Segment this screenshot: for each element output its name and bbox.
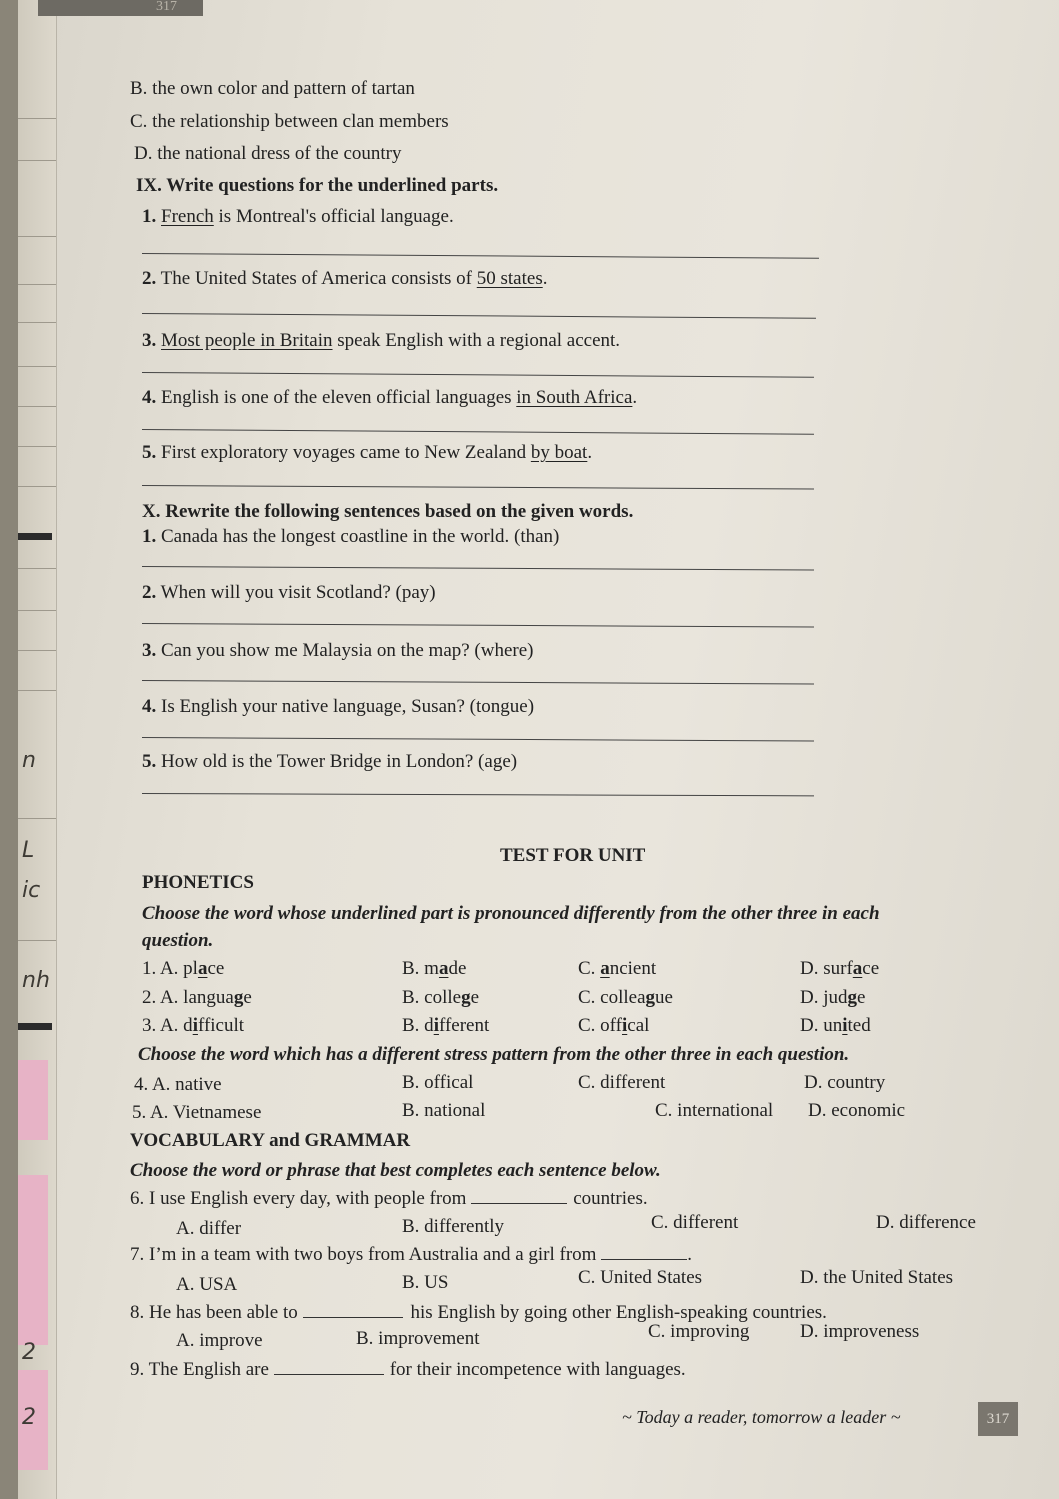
- pron-q1-d: D. surface: [800, 958, 880, 979]
- answer-line: [142, 485, 814, 490]
- x-question-5: 5. How old is the Tower Bridge in London? (age): [142, 751, 518, 772]
- answer-line: [142, 680, 814, 685]
- vocab-instruction: Choose the word or phrase that best completes each sentence below.: [130, 1160, 661, 1181]
- x-question-3: 3. Can you show me Malaysia on the map? (where): [142, 640, 534, 661]
- pron-q3-c: C. offical: [578, 1015, 650, 1036]
- footer-motto: ~ Today a reader, tomorrow a leader ~: [622, 1407, 901, 1427]
- pron-q1-b: B. made: [402, 958, 467, 979]
- ix-question-1: 1. French is Montreal's official language.: [142, 206, 454, 227]
- pron-q2-b: B. college: [402, 987, 480, 1008]
- pron-q1-c: C. ancient: [578, 958, 657, 979]
- footer-page-number: 317: [978, 1402, 1018, 1436]
- phonetics-instruction-line2: question.: [142, 930, 214, 951]
- ix-question-5: 5. First exploratory voyages came to New Zealand by boat.: [142, 442, 593, 463]
- q8-d: D. improveness: [800, 1321, 920, 1342]
- x-question-2: 2. When will you visit Scotland? (pay): [142, 582, 436, 603]
- pron-q2-a: 2. A. language: [142, 987, 252, 1008]
- answer-line: [142, 253, 819, 259]
- pron-q2-c: C. colleague: [578, 987, 673, 1008]
- q7-c: C. United States: [578, 1267, 703, 1288]
- worksheet-page: [18, 0, 1059, 1499]
- q9-stem: 9. The English are for their incompetence with languages.: [130, 1359, 686, 1380]
- blank: [601, 1259, 687, 1260]
- stress-q4-a: 4. A. native: [134, 1074, 222, 1095]
- section-x-heading: X. Rewrite the following sentences based on the given words.: [142, 501, 634, 522]
- blank: [274, 1374, 384, 1375]
- ix-question-3: 3. Most people in Britain speak English with a regional accent.: [142, 330, 621, 351]
- answer-line: [142, 313, 816, 319]
- q6-a: A. differ: [176, 1218, 242, 1239]
- stress-q5-c: C. international: [655, 1100, 774, 1121]
- answer-line: [142, 566, 814, 571]
- q8-stem: 8. He has been able to his English by going other English-speaking countries.: [130, 1302, 827, 1323]
- stress-q4-c: C. different: [578, 1072, 666, 1093]
- option-c-relationship: C. the relationship between clan members: [130, 111, 449, 132]
- underlined-part: Most people in Britain: [161, 330, 333, 351]
- vocab-heading: VOCABULARY and GRAMMAR: [130, 1130, 411, 1151]
- pron-q3-b: B. different: [402, 1015, 490, 1036]
- option-b-tartan: B. the own color and pattern of tartan: [130, 78, 415, 99]
- q8-b: B. improvement: [356, 1328, 480, 1349]
- q8-c: C. improving: [648, 1321, 750, 1342]
- pron-q1-a: 1. A. place: [142, 958, 225, 979]
- pron-q3-d: D. united: [800, 1015, 871, 1036]
- answer-line: [142, 793, 814, 796]
- blank: [303, 1317, 403, 1318]
- q7-b: B. US: [402, 1272, 449, 1293]
- underlined-part: 50 states: [476, 268, 543, 289]
- pron-q3-a: 3. A. difficult: [142, 1015, 245, 1036]
- top-page-tab: [38, 0, 203, 16]
- q7-stem: 7. I’m in a team with two boys from Australia and a girl from .: [130, 1244, 692, 1265]
- x-question-4: 4. Is English your native language, Susan? (tongue): [142, 696, 535, 717]
- test-title: TEST FOR UNIT: [500, 845, 646, 866]
- q8-a: A. improve: [176, 1330, 263, 1351]
- underlined-part: in South Africa: [516, 387, 633, 408]
- q6-stem: 6. I use English every day, with people from countries.: [130, 1188, 648, 1209]
- stress-q5-a: 5. A. Vietnamese: [132, 1102, 262, 1123]
- option-d-national-dress: D. the national dress of the country: [134, 143, 402, 164]
- q6-c: C. different: [651, 1212, 739, 1233]
- phonetics-heading: PHONETICS: [142, 872, 254, 893]
- section-ix-heading: IX. Write questions for the underlined parts.: [136, 175, 499, 196]
- answer-line: [142, 623, 814, 628]
- stress-instruction: Choose the word which has a different stress pattern from the other three in each question.: [138, 1044, 850, 1065]
- x-question-1: 1. Canada has the longest coastline in the world. (than): [142, 526, 560, 547]
- stress-q5-b: B. national: [402, 1100, 486, 1121]
- left-binding-strip: n L ic nh 2 2: [18, 0, 57, 1499]
- top-page-number: 317: [156, 0, 177, 14]
- q7-a: A. USA: [176, 1274, 238, 1295]
- stress-q4-b: B. offical: [402, 1072, 474, 1093]
- underlined-part: by boat: [530, 442, 588, 463]
- answer-line: [142, 372, 814, 378]
- answer-line: [142, 429, 814, 435]
- ix-question-2: 2. The United States of America consists of 50 states.: [142, 268, 548, 289]
- q7-d: D. the United States: [800, 1267, 954, 1288]
- stress-q5-d: D. economic: [808, 1100, 906, 1121]
- stress-q4-d: D. country: [804, 1072, 886, 1093]
- ix-question-4: 4. English is one of the eleven official languages in South Africa.: [142, 387, 638, 408]
- answer-line: [142, 737, 814, 742]
- q6-b: B. differently: [402, 1216, 505, 1237]
- underlined-part: French: [161, 206, 214, 227]
- q6-d: D. difference: [876, 1212, 976, 1233]
- blank: [471, 1203, 567, 1204]
- pron-q2-d: D. judge: [800, 987, 866, 1008]
- phonetics-instruction-line1: Choose the word whose underlined part is pronounced differently from the other three in each: [142, 903, 880, 924]
